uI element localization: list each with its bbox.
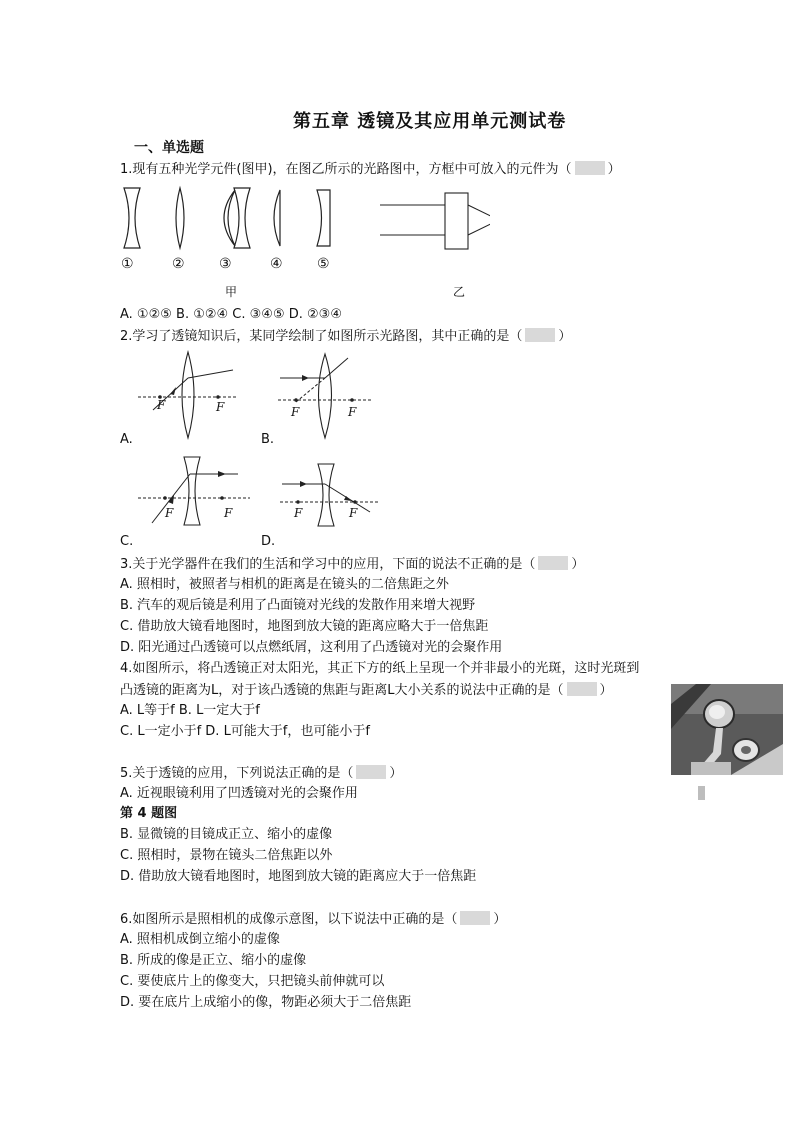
question-6-text: 6.如图所示是照相机的成像示意图，以下说法中正确的是（ [120, 912, 458, 927]
lens-element-5 [317, 190, 330, 246]
question-3-close: ） [571, 557, 585, 572]
question-2-stem [120, 328, 571, 345]
q5-option-b: B. 显微镜的目镜成正立、缩小的虚像 [120, 827, 333, 842]
q2-option-c: C. [120, 534, 134, 549]
question-6-stem [120, 911, 506, 928]
q6-option-c: C. 要使底片上的像变大，只把镜头前伸就可以 [120, 974, 385, 989]
element-label-5: ⑤ [317, 256, 330, 272]
q2-diagram-c [138, 455, 253, 530]
question-4-stem-line2 [120, 682, 613, 699]
answer-blank [567, 682, 597, 696]
element-label-4: ④ [270, 256, 283, 272]
focus-label: F [157, 398, 166, 412]
focus-label: F [348, 405, 357, 419]
answer-blank [575, 161, 605, 175]
answer-blank [525, 328, 555, 342]
question-6-close: ） [493, 912, 507, 927]
q3-option-d: D. 阳光通过凸透镜可以点燃纸屑，这利用了凸透镜对光的会聚作用 [120, 640, 503, 655]
photo-caption-mark [698, 786, 705, 800]
q2-option-b: B. [261, 432, 275, 447]
question-3-text: 3.关于光学器件在我们的生活和学习中的应用，下面的说法不正确的是（ [120, 557, 536, 572]
question-1-stem [120, 161, 621, 178]
page-title: 第五章 透镜及其应用单元测试卷 [293, 111, 567, 132]
q5-option-d: D. 借助放大镜看地图时，地图到放大镜的距离应大于一倍焦距 [120, 869, 477, 884]
question-1-close: ） [607, 162, 621, 177]
question-4-text: 凸透镜的距离为L，对于该凸透镜的焦距与距离L大小关系的说法中正确的是（ [120, 683, 564, 698]
focus-label: F [165, 506, 174, 520]
q4-options-row1: A. L等于f B. L一定大于f [120, 703, 260, 718]
question-5-stem [120, 765, 402, 782]
question-5-close: ） [389, 766, 403, 781]
question-2-text: 2.学习了透镜知识后，某同学绘制了如图所示光路图，其中正确的是（ [120, 329, 523, 344]
question-3-stem [120, 556, 584, 573]
focus-label: F [291, 405, 300, 419]
focus-label: F [224, 506, 233, 520]
q4-options-row2: C. L一定小于f D. L可能大于f，也可能小于f [120, 724, 370, 739]
focus-label: F [349, 506, 358, 520]
figure-b-label: 乙 [453, 285, 466, 299]
q6-option-a: A. 照相机成倒立缩小的虚像 [120, 932, 280, 947]
q5-option-c: C. 照相时，景物在镜头二倍焦距以外 [120, 848, 333, 863]
question-1-text: 1.现有五种光学元件(图甲)，在图乙所示的光路图中，方框中可放入的元件为（ [120, 162, 572, 177]
mystery-box [445, 193, 468, 249]
q2-diagram-b [278, 350, 388, 442]
element-label-3: ③ [219, 256, 232, 272]
question-2-close: ） [558, 329, 572, 344]
question-1-options: A. ①②⑤ B. ①②④ C. ③④⑤ D. ②③④ [120, 307, 342, 322]
q5-option-a: A. 近视眼镜利用了凹透镜对光的会聚作用 [120, 786, 358, 801]
question-4-stem-line1: 4.如图所示，将凸透镜正对太阳光，其正下方的纸上呈现一个并非最小的光斑，这时光斑到 [120, 661, 640, 676]
question-5-text: 5.关于透镜的应用，下列说法正确的是（ [120, 766, 354, 781]
section-heading: 一、单选题 [134, 140, 204, 156]
answer-blank [460, 911, 490, 925]
q6-option-d: D. 要在底片上成缩小的像，物距必须大于二倍焦距 [120, 995, 412, 1010]
figure-4-caption: 第 4 题图 [120, 806, 178, 821]
element-label-1: ① [121, 256, 134, 272]
q3-option-a: A. 照相时，被照者与相机的距离是在镜头的二倍焦距之外 [120, 577, 449, 592]
q2-option-a: A. [120, 432, 133, 447]
answer-blank [538, 556, 568, 570]
magnifier-photo [671, 684, 783, 775]
q2-option-d: D. [261, 534, 276, 549]
q2-diagram-a [138, 350, 248, 442]
question-4-close: ） [599, 683, 613, 698]
element-label-2: ② [172, 256, 185, 272]
q3-option-b: B. 汽车的观后镜是利用了凸面镜对光线的发散作用来增大视野 [120, 598, 476, 613]
focus-label: F [216, 400, 225, 414]
q6-option-b: B. 所成的像是正立、缩小的虚像 [120, 953, 307, 968]
lens-element-4 [274, 190, 280, 246]
answer-blank [356, 765, 386, 779]
focus-label: F [294, 506, 303, 520]
figure-a-label: 甲 [225, 285, 238, 299]
q3-option-c: C. 借助放大镜看地图时，地图到放大镜的距离应略大于一倍焦距 [120, 619, 489, 634]
